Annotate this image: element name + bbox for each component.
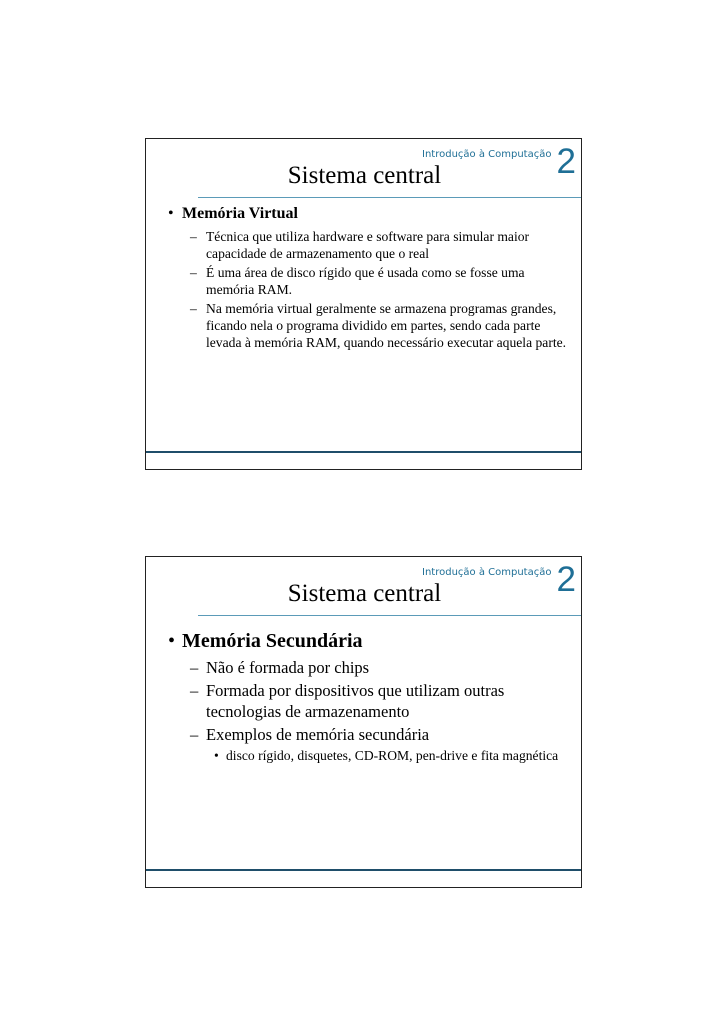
bullet-item: – É uma área de disco rígido que é usada como se fosse uma memória RAM. (168, 264, 567, 298)
slide-body (168, 205, 567, 353)
slide-number: 2 (556, 560, 576, 599)
footer-divider (146, 451, 581, 453)
slide-1 (145, 138, 582, 470)
slide-title: Sistema central (287, 162, 442, 189)
footer-divider (146, 869, 581, 871)
title-divider (198, 615, 581, 616)
sub-bullet-item: • disco rígido, disquetes, CD-ROM, pen-drive e fita magnética (168, 747, 567, 764)
slide-number: 2 (556, 142, 576, 181)
slide-title: Sistema central (287, 580, 442, 607)
course-label: Introdução à Computação (422, 567, 552, 578)
slide-2 (145, 556, 582, 888)
bullet-heading: • Memória Virtual (168, 205, 567, 223)
bullet-item: – Técnica que utiliza hardware e software para simular maior capacidade de armazenamento que o real (168, 228, 567, 262)
bullet-heading: • Memória Secundária (168, 629, 567, 653)
title-divider (198, 197, 581, 198)
slide-body (168, 629, 567, 764)
bullet-item: – Na memória virtual geralmente se armazena programas grandes, ficando nela o programa dividido em partes, sendo cada parte levada à memória RAM, quando necessário executar aquela parte. (168, 300, 567, 351)
course-label: Introdução à Computação (422, 149, 552, 160)
bullet-item: – Não é formada por chips (168, 657, 567, 678)
bullet-item: – Exemplos de memória secundária (168, 724, 567, 745)
bullet-item: – Formada por dispositivos que utilizam outras tecnologias de armazenamento (168, 680, 567, 722)
